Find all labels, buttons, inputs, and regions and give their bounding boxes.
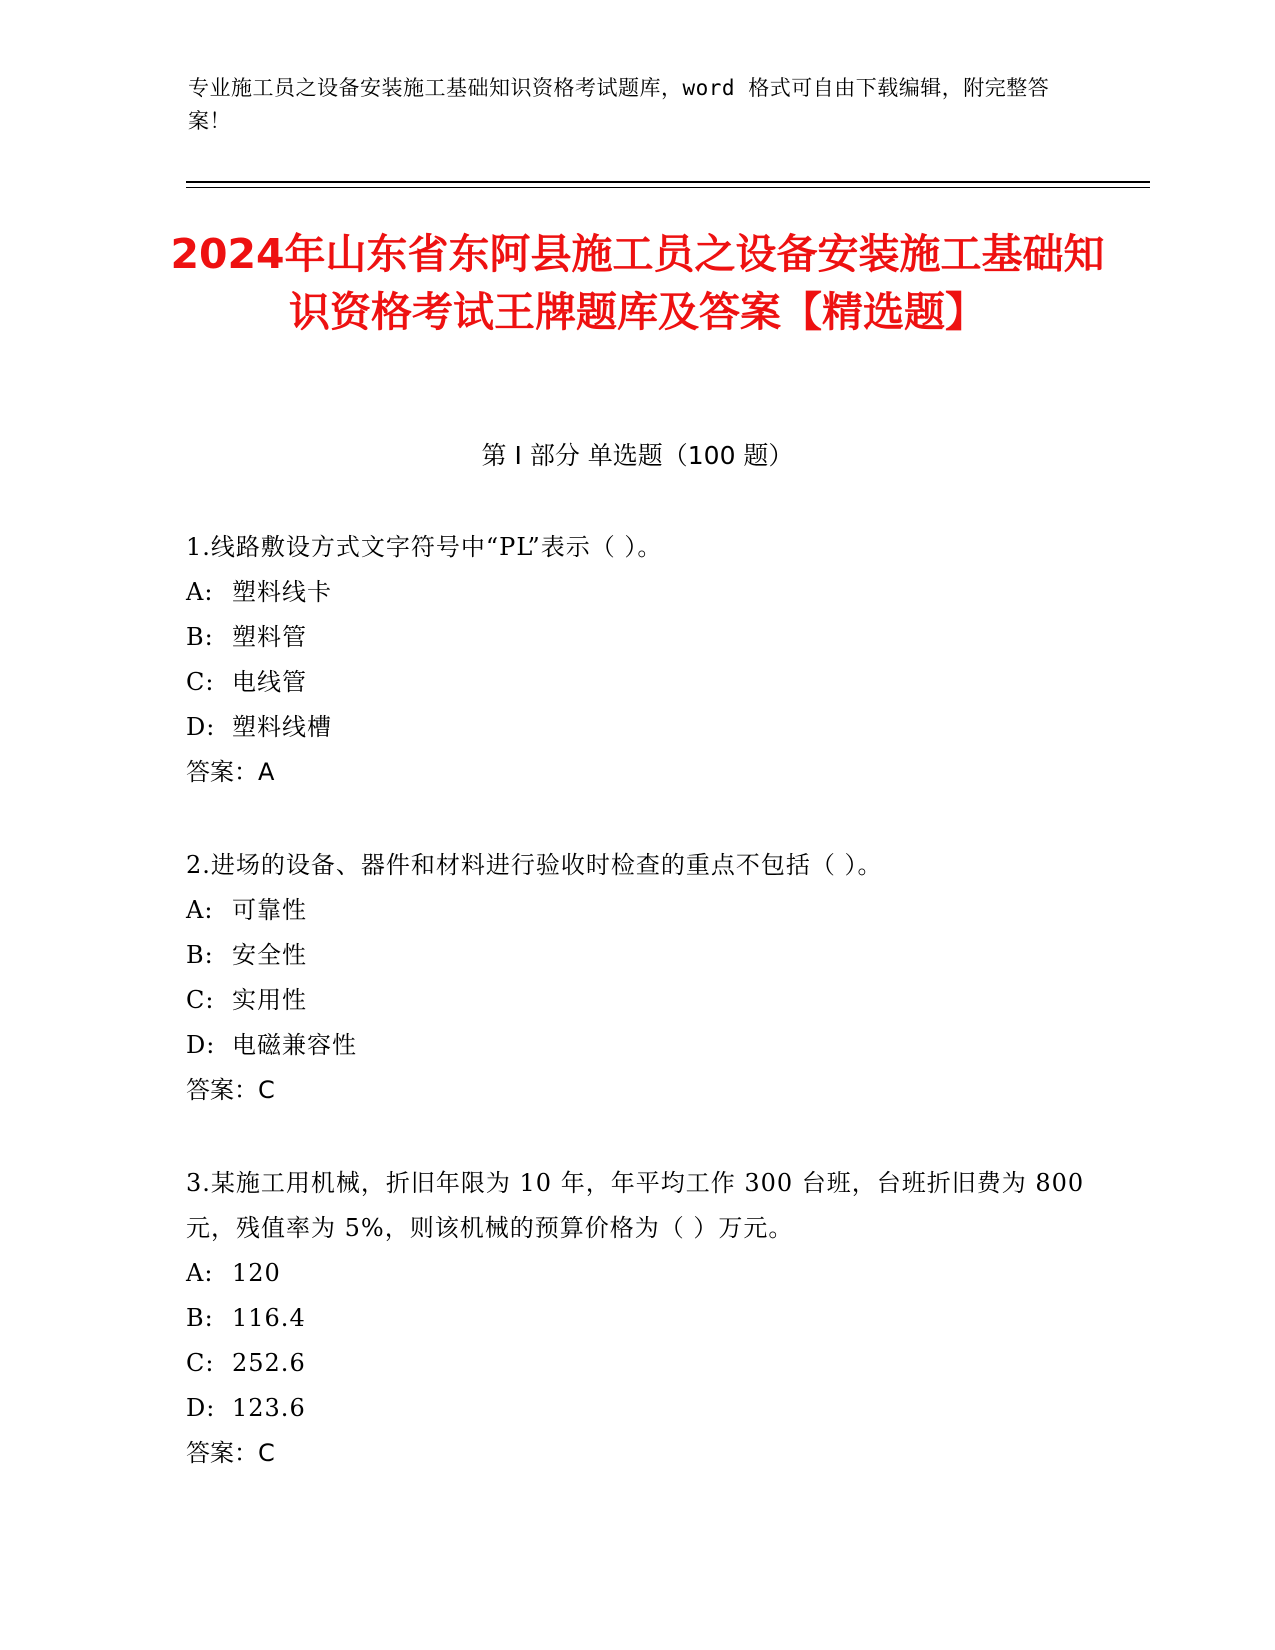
option-c — [186, 978, 1086, 1023]
answer-line: 答案：C — [186, 1439, 275, 1467]
document-title: 2024年山东省东阿县施工员之设备安装施工基础知识资格考试王牌题库及答案【精选题】 — [170, 230, 1105, 336]
answer-line: 答案：C — [186, 1076, 275, 1104]
header-divider-thin — [186, 187, 1150, 188]
option-text: 塑料管 — [232, 623, 307, 651]
option-text: 安全性 — [232, 941, 307, 969]
option-key: D: — [186, 1394, 216, 1422]
header-divider-thick — [186, 181, 1150, 183]
option-text: 塑料线槽 — [232, 713, 332, 741]
option-d — [186, 1386, 1086, 1431]
option-key: A: — [186, 578, 214, 606]
option-text: 可靠性 — [232, 896, 307, 924]
option-key: B: — [186, 1304, 214, 1332]
option-text: 252.6 — [232, 1349, 306, 1377]
option-text: 电磁兼容性 — [232, 1031, 357, 1059]
option-c — [186, 660, 1086, 705]
option-c — [186, 1341, 1086, 1386]
option-key: C: — [186, 668, 215, 696]
option-text: 120 — [232, 1259, 281, 1287]
option-b — [186, 1296, 1086, 1341]
option-key: C: — [186, 986, 215, 1014]
option-a — [186, 1251, 1086, 1296]
answer-line: 答案：A — [186, 758, 275, 786]
option-text: 电线管 — [232, 668, 307, 696]
question-block — [186, 1161, 1086, 1476]
option-key: D: — [186, 713, 216, 741]
question-stem: 2.进场的设备、器件和材料进行验收时检查的重点不包括（ ）。 — [186, 851, 883, 879]
question-stem: 1.线路敷设方式文字符号中“PL”表示（ ）。 — [186, 533, 663, 561]
option-key: C: — [186, 1349, 215, 1377]
header-note: 专业施工员之设备安装施工基础知识资格考试题库，word 格式可自由下载编辑，附完整答案！ — [188, 76, 1050, 133]
option-d — [186, 705, 1086, 750]
option-key: A: — [186, 1259, 214, 1287]
option-key: A: — [186, 896, 214, 924]
option-key: D: — [186, 1031, 216, 1059]
option-text: 123.6 — [232, 1394, 306, 1422]
question-block — [186, 525, 1086, 795]
question-stem: 3.某施工用机械，折旧年限为 10 年，年平均工作 300 台班，台班折旧费为 800 元，残值率为 5%，则该机械的预算价格为（ ）万元。 — [186, 1169, 1085, 1242]
option-b — [186, 615, 1086, 660]
option-text: 实用性 — [232, 986, 307, 1014]
option-a — [186, 888, 1086, 933]
option-text: 116.4 — [232, 1304, 306, 1332]
option-key: B: — [186, 623, 214, 651]
option-text: 塑料线卡 — [232, 578, 332, 606]
option-a — [186, 570, 1086, 615]
question-block — [186, 843, 1086, 1113]
option-key: B: — [186, 941, 214, 969]
section-heading: 第 I 部分 单选题（100 题） — [481, 441, 794, 470]
option-d — [186, 1023, 1086, 1068]
option-b — [186, 933, 1086, 978]
